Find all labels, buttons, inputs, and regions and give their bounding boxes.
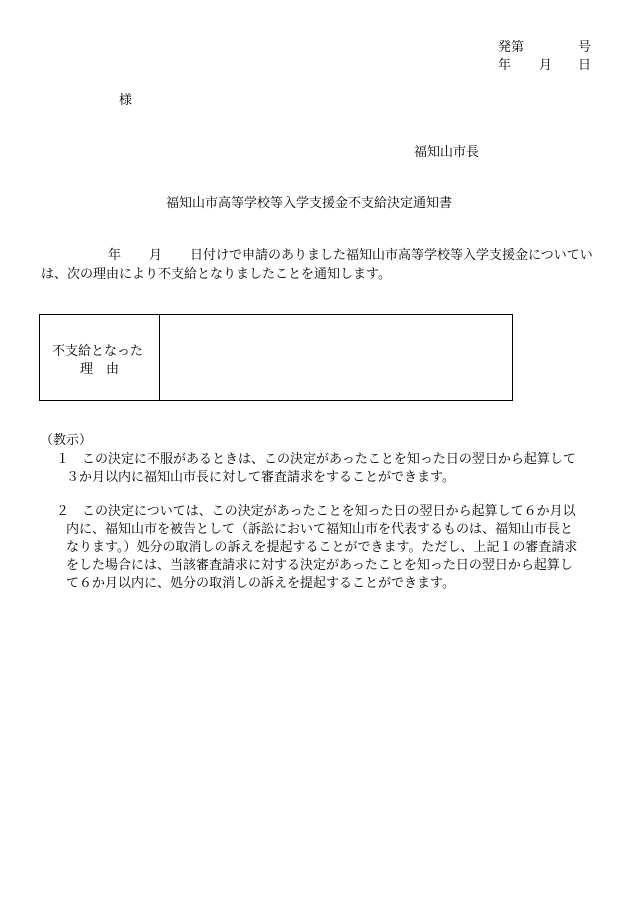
reason-label-line-2: 理 由	[80, 362, 120, 377]
reference-number-suffix: 号	[578, 40, 592, 55]
instruction-item-2-number: ２	[56, 504, 70, 519]
recipient-honorific: 様	[119, 93, 133, 108]
instruction-item-2-line-5: て６か月以内に、処分の取消しの訴えを提起することができます。	[66, 576, 455, 591]
issuer-name: 福知山市長	[414, 145, 480, 160]
reason-table	[39, 314, 513, 401]
reason-label-cell	[40, 315, 160, 400]
instruction-item-2-line-3: なります。）処分の取消しの訴えを提起することができます。ただし、上記１の審査請求	[66, 540, 578, 555]
issue-date-month-label: 月	[539, 58, 553, 73]
instruction-item-1-line-1: この決定に不服があるときは、この決定があったことを知った日の翌日から起算して	[82, 452, 576, 467]
body-paragraph-line-1	[41, 249, 593, 262]
body-month-label: 月	[149, 248, 163, 263]
instruction-heading: （教示）	[40, 433, 93, 448]
body-year-label: 年	[108, 248, 122, 263]
notice-title: 福知山市高等学校等入学支援金不支給決定通知書	[166, 196, 453, 211]
body-paragraph-line-2: は、次の理由により不支給となりましたことを通知します。	[41, 267, 391, 282]
reason-label-line-1: 不支給となった	[52, 344, 144, 359]
reference-number-label: 発第	[498, 40, 525, 55]
instruction-item-2-line-2: 内に、福知山市を被告として（訴訟において福知山市を代表するものは、福知山市長と	[66, 522, 574, 537]
instruction-item-2-line-1: この決定については、この決定があったことを知った日の翌日から起算して６か月以	[82, 504, 576, 519]
instruction-item-2-line-4: をした場合には、当該審査請求に対する決定があったことを知った日の翌日から起算し	[66, 558, 573, 573]
issue-date-year-label: 年	[498, 58, 512, 73]
issue-date-day-label: 日	[578, 58, 592, 73]
body-line-1-text: 日付けで申請のありました福知山市高等学校等入学支援金についてい	[190, 248, 593, 263]
reason-value-cell	[160, 315, 512, 400]
instruction-item-1-number: １	[56, 452, 70, 467]
instruction-item-1-line-2: ３か月以内に福知山市長に対して審査請求をすることができます。	[66, 470, 455, 485]
